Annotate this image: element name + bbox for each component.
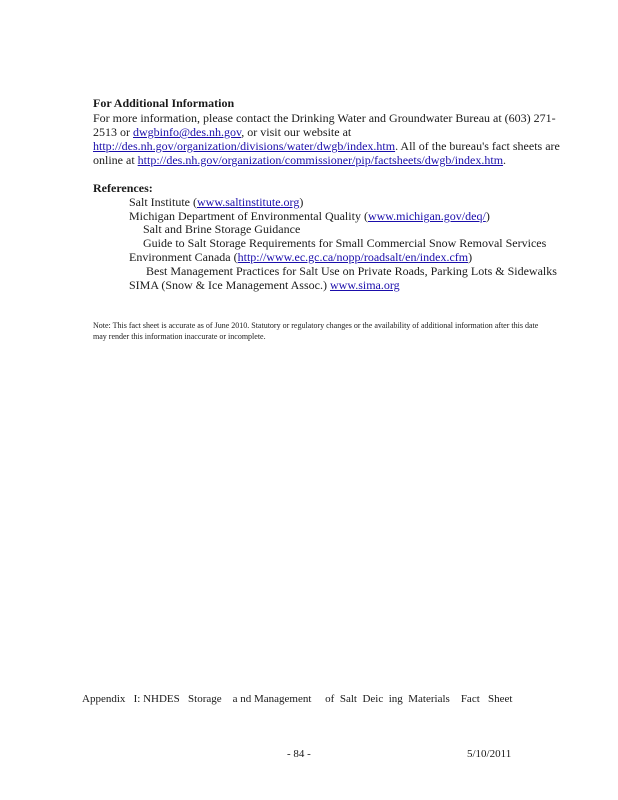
factsheets-link[interactable]: http://des.nh.gov/organization/commissioner/pip/factsheets/dwgb/index.htm [137,153,504,167]
footer-date: 5/10/2011 [467,748,512,760]
reference-sima-text: SIMA (Snow & Ice Management Assoc.) [129,278,330,292]
reference-michigan-close: ) [485,209,490,223]
footer-title: Appendix I: NHDES Storage a nd Management of Salt Deic ing Materials Fact Sheet [82,693,513,705]
additional-info-line-2-text: 2513 or [93,125,133,139]
additional-info-heading: For Additional Information [93,96,235,110]
references-heading: References: [93,181,153,195]
salt-institute-link[interactable]: www.saltinstitute.org [197,195,300,209]
additional-info-line-3-text: . All of the bureau's fact sheets are [395,139,560,153]
reference-salt-institute-close: ) [299,195,304,209]
reference-salt-institute-text: Salt Institute ( [129,195,197,209]
reference-michigan-item-1: Salt and Brine Storage Guidance [143,222,301,236]
additional-info-line-3 [93,139,560,154]
additional-info-line-4-end: . [503,153,507,167]
reference-michigan-text: Michigan Department of Environmental Quality ( [129,209,368,223]
reference-canada-text: Environment Canada ( [129,250,238,264]
page-number: - 84 - [287,748,311,760]
email-link[interactable]: dwgbinfo@des.nh.gov [133,125,242,139]
reference-salt-institute [129,195,303,210]
additional-info-line-4 [93,153,506,168]
additional-info-line-4-text: online at [93,153,138,167]
website-link[interactable]: http://des.nh.gov/organization/divisions/water/dwgb/index.htm [93,139,396,153]
reference-canada-close: ) [468,250,473,264]
additional-info-line-2 [93,125,351,140]
sima-link[interactable]: www.sima.org [329,278,400,292]
additional-info-line-1: For more information, please contact the Drinking Water and Groundwater Bureau at (603) 271- [93,111,556,125]
fact-sheet-note: Note: This fact sheet is accurate as of June 2010. Statutory or regulatory changes or the availability of additional information after this date may render this information inaccurate or incomplete. [93,321,539,341]
environment-canada-link[interactable]: http://www.ec.gc.ca/nopp/roadsalt/en/index.cfm [237,250,469,264]
reference-environment-canada [129,250,472,265]
reference-sima [129,278,400,293]
additional-info-line-2-text-end: , or visit our website at [241,125,352,139]
michigan-deq-link[interactable]: www.michigan.gov/deq/ [367,209,486,223]
reference-canada-item-1: Best Management Practices for Salt Use on Private Roads, Parking Lots & Sidewalks [146,264,557,278]
reference-michigan-item-2: Guide to Salt Storage Requirements for Small Commercial Snow Removal Services [143,236,547,250]
